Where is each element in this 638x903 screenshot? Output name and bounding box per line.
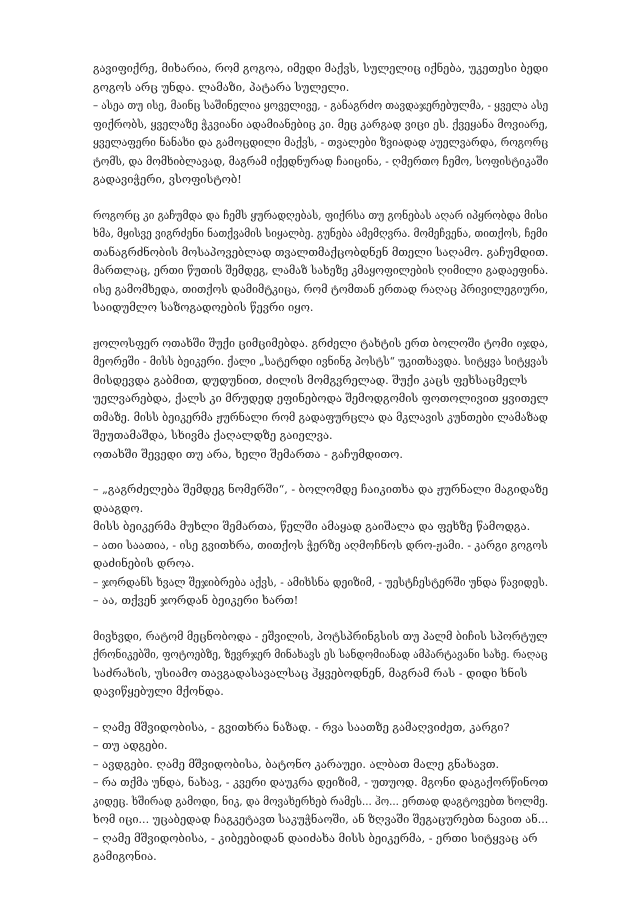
text-line: მივხვდი, რატომ მეცნობოდა - ეშვილის, პოტსპრინგსის თუ პალმ ბიჩის სპორტულ <box>93 629 548 643</box>
paragraph <box>93 628 548 702</box>
text-line: – აა, თქვენ ჯორდან ბეიკერი ხართ! <box>93 594 299 607</box>
text-line: – ღამე მშვიდობისა, - გვითხრა ნაზად. - რვა საათზე გამაღვიძეთ, კარგი? <box>93 720 510 734</box>
text-line: დავიწყებული მქონდა. <box>93 685 224 698</box>
text-line: – ავდგები. ღამე მშვიდობისა, ბატონო კარაუეი. ალბათ მალე გნახავთ. <box>93 757 500 771</box>
text-line: მეორეში - მისს ბეიკერი. ქალი „სატერდი ივნინგ პოსტს“ უკითხავდა. სიტყვა სიტყვას <box>93 355 548 368</box>
text-line: ფიქრობს, ყველაზე ჭკვიანი ადამიანებიც კი. მეც კარგად ვიცი ეს. ქვეყანა მოვიარე, <box>93 117 548 131</box>
text-line: გამიგონია. <box>93 850 157 863</box>
text-line: – ღამე მშვიდობისა, - კიბეებიდან დაიძახა მისს ბეიკერმა, - ერთი სიტყვაც არ <box>93 831 538 845</box>
text-line: გოგოს არც უნდა. ლამაზი, პატარა სულელი. <box>93 80 350 94</box>
document-page <box>93 60 548 884</box>
paragraph <box>93 60 548 190</box>
text-line: დააგდო. <box>93 501 144 515</box>
text-line: გავიფიქრე, მიხარია, რომ გოგოა, იმედი მაქვს, სულელიც იქნება, უკეთესი ბედი <box>93 62 549 75</box>
text-line: კიდეც. ხშირად გამოდი, ნიკ, და მოვახერხებ რამეს... ჰო... ერთად დაგტოვებთ ხოლმე. <box>93 794 549 808</box>
text-line: – ასეა თუ ისე, მაინც საშინელია ყოველივე, - განაგრძო თავდაჯერებულმა, - ყველა ასე <box>93 99 549 112</box>
text-line: ყველაფერი ნანახი და გამოცდილი მაქვს, - თვალები ზვიადად აუელვარდა, როგორც <box>93 136 549 149</box>
text-line: დაძინების დროა. <box>93 557 195 570</box>
text-line: როგორც კი გაჩუმდა და ჩემს ყურადღებას, ფიქრსა თუ გონებას აღარ იპყრობდა მისი <box>93 208 548 222</box>
text-line: შეუთამაშდა, სხივმა ქაღალდზე გაიელვა. <box>93 429 333 442</box>
text-line: ქრონიკებში, ფოტოებზე, ზევრჯერ მინახავს ეს სანდომიანად ამპარტავანი სახე. რაღაც <box>93 648 548 661</box>
text-line: უელვარებდა, ქალს კი მრუდედ ეფინებოდა შემოდგომის ფოთოლივით ყვითელ <box>93 392 549 405</box>
text-line: მართლაც, ერთი წუთის შემდეგ, ლამაზ სახეზე კმაყოფილების ღიმილი გადაეფინა. <box>93 264 549 277</box>
text-line: ისე გამომხედა, თითქოს დამიმტკიცა, რომ ტომთან ერთად რაღაც პრივილეგიური, <box>93 282 549 296</box>
text-line: ხომ იცი... უცაბედად ჩაგკეტავთ საკუჭნაოში, ან ზღვაში შეგაცურებთ ნავით ან... <box>93 813 549 826</box>
text-line: ტომს, და მომხიბლავად, მაგრამ იქედნურად ჩაიცინა, - ღმერთო ჩემო, სოფისტიკაში <box>93 154 549 168</box>
text-line: საძრახის, უსიამო თავგადასავალსაც ჰყვებოდნენ, მაგრამ რას - დიდი ხნის <box>93 666 528 680</box>
text-line: ხმა, მყისვე ვიგრძენი ნათქვამის სიყალბე. გუნება ამემღვრა. მომეჩვენა, თითქოს, ჩემი <box>93 227 548 240</box>
paragraph <box>93 335 548 465</box>
paragraph <box>93 719 548 867</box>
text-line: – რა თქმა უნდა, ნახავ, - კვერი დაუკრა დეიზიმ, - უთუოდ. მგონი დაგაქორწინოთ <box>93 776 548 789</box>
text-line: ოთახში შევედი თუ არა, ხელი შემართა - გაჩუმდითო. <box>93 447 403 461</box>
text-line: ჟოლოსფერ ოთახში შუქი ციმციმებდა. გრძელი ტახტის ერთ ბოლოში ტომი იჯდა, <box>93 336 549 350</box>
paragraph <box>93 207 548 318</box>
text-line: გადავიჭერი, ვსოფისტობ! <box>93 173 242 186</box>
text-line: – თუ ადგები. <box>93 739 168 752</box>
text-line: – ჯორდანს ხვალ შეჯიბრება აქვს, - ამიხსნა დეიზიმ, - უესტჩესტერში უნდა წავიდეს. <box>93 575 549 589</box>
text-line: – ათი საათია, - ისე გვითხრა, თითქოს ჭერზე აღმოჩნოს დრო-ჟამი. - კარგი გოგოს <box>93 538 548 552</box>
text-line: მისს ბეიკერმა მუხლი შემართა, წელში ამაყად გაიშალა და ფეხზე წამოდგა. <box>93 520 531 533</box>
text-line: საიდუმლო საზოგადოების წევრი იყო. <box>93 301 314 314</box>
text-line: თანაგრძნობის მოსაპოვებლად თვალთმაქცობდნენ მთელი საღამო. გაჩუმდით. <box>93 245 549 259</box>
text-line: – „გაგრძელება შემდეგ ნომერში“, - ბოლომდე ჩაიკითხა და ჟურნალი მაგიდაზე <box>93 483 549 496</box>
text-line: თმაზე. მისს ბეიკერმა ჟურნალი რომ გადაფურცლა და მკლავის კუნთები ლამაზად <box>93 410 548 424</box>
paragraph <box>93 481 548 611</box>
text-line: მისდევდა გაბმით, დუდუნით, ძილის მომგვრელად. შუქი კაცს ფეხსაცმელს <box>93 373 528 387</box>
